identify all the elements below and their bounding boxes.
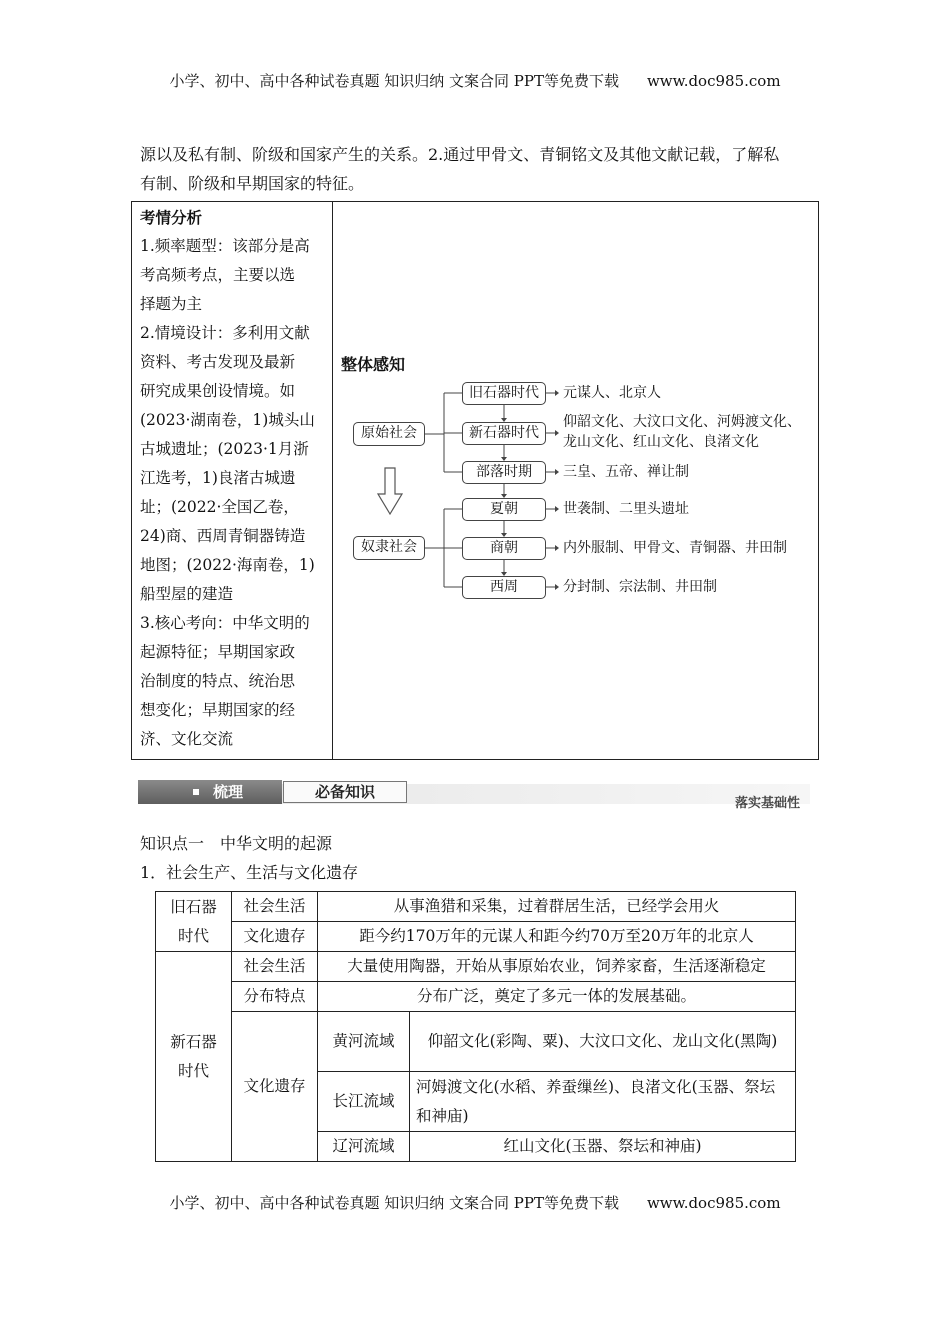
overview-title: 整体感知 [341, 355, 406, 374]
exam-line: 择题为主 [140, 295, 203, 313]
exam-line: 船型屋的建造 [140, 585, 234, 603]
region-value: 河姆渡文化(水稻、养蚕缫丝)、良渚文化(玉器、祭坛和神庙) [410, 1072, 796, 1132]
row-label: 社会生活 [232, 892, 318, 922]
exam-line: 古城遗址；(2023·1月浙 [140, 440, 309, 458]
stage-node: 旧石器时代 [462, 382, 546, 405]
exam-line: 起源特征；早期国家政 [140, 643, 296, 661]
knowledge-table [155, 891, 796, 1162]
footer-text: 小学、初中、高中各种试卷真题 知识归纳 文案合同 PPT等免费下载 [169, 1194, 619, 1212]
banner-tab-knowledge: 必备知识 [283, 781, 407, 803]
row-label: 文化遗存 [232, 922, 318, 952]
row-label: 文化遗存 [232, 1012, 318, 1162]
row-label: 社会生活 [232, 952, 318, 982]
knowledge-sub-title: 1．社会生产、生活与文化遗存 [140, 863, 359, 882]
row-value: 距今约170万年的元谋人和距今约70万至20万年的北京人 [318, 922, 796, 952]
exam-line: 3.核心考向：中华文明的 [140, 614, 310, 632]
exam-line: 地图；(2022·海南卷，1) [140, 556, 315, 574]
exam-line: 想变化；早期国家的经 [140, 701, 296, 719]
region-label: 黄河流域 [318, 1012, 410, 1072]
stage-node: 部落时期 [462, 461, 546, 484]
exam-line: 1.频率题型：该部分是高 [140, 237, 310, 255]
stage-desc: 龙山文化、红山文化、良渚文化 [563, 434, 759, 450]
intro-line-2: 有制、阶级和早期国家的特征。 [140, 174, 365, 193]
banner-right-text: 落实基础性 [734, 796, 800, 811]
slave-society-node: 奴隶社会 [353, 536, 425, 560]
banner-tab-review-label: 梳理 [213, 783, 244, 801]
era-neolithic: 新石器时代 [156, 952, 232, 1162]
banner-tab-review [138, 780, 282, 804]
stage-node: 商朝 [462, 537, 546, 560]
region-label: 长江流域 [318, 1072, 410, 1132]
header-site-link[interactable]: www.doc985.com [646, 72, 781, 90]
header-text: 小学、初中、高中各种试卷真题 知识归纳 文案合同 PPT等免费下载 [169, 72, 619, 90]
row-value: 大量使用陶器，开始从事原始农业，饲养家畜，生活逐渐稳定 [318, 952, 796, 982]
exam-line: 研究成果创设情境。如 [140, 382, 296, 400]
stage-node: 新石器时代 [462, 422, 546, 445]
stage-node: 西周 [462, 576, 546, 599]
region-label: 辽河流域 [318, 1132, 410, 1162]
stage-desc: 世袭制、二里头遗址 [563, 501, 689, 517]
stage-desc: 仰韶文化、大汶口文化、河姆渡文化、 [563, 414, 801, 430]
exam-line: 资料、考古发现及最新 [140, 353, 296, 371]
stage-desc: 元谋人、北京人 [563, 385, 661, 401]
exam-line: 2.情境设计：多利用文献 [140, 324, 310, 342]
stage-desc: 分封制、宗法制、井田制 [563, 579, 717, 595]
region-value: 红山文化(玉器、祭坛和神庙) [410, 1132, 796, 1162]
intro-line-1: 源以及私有制、阶级和国家产生的关系。2.通过甲骨文、青铜铭文及其他文献记载，了解私 [140, 145, 780, 164]
knowledge-point-title: 知识点一 中华文明的起源 [140, 834, 333, 853]
stage-node: 夏朝 [462, 498, 546, 521]
exam-line: 24)商、西周青铜器铸造 [140, 527, 306, 545]
exam-line: 济、文化交流 [140, 730, 234, 748]
primitive-society-node: 原始社会 [353, 422, 425, 446]
exam-line: 考高频考点，主要以选 [140, 266, 296, 284]
row-value: 分布广泛，奠定了多元一体的发展基础。 [318, 982, 796, 1012]
region-value: 仰韶文化(彩陶、粟)、大汶口文化、龙山文化(黑陶) [410, 1012, 796, 1072]
exam-line: (2023·湖南卷，1)城头山 [140, 411, 315, 429]
exam-line: 治制度的特点、统治思 [140, 672, 296, 690]
exam-line: 江选考，1)良渚古城遗 [140, 469, 296, 487]
page-footer [0, 1192, 950, 1213]
exam-line: 址；(2022·全国乙卷， [140, 498, 299, 516]
era-paleolithic: 旧石器时代 [156, 892, 232, 952]
row-label: 分布特点 [232, 982, 318, 1012]
section-banner [138, 780, 810, 811]
exam-analysis-title: 考情分析 [140, 208, 203, 227]
stage-desc: 三皇、五帝、禅让制 [563, 464, 689, 480]
row-value: 从事渔猎和采集，过着群居生活，已经学会用火 [318, 892, 796, 922]
footer-site-link[interactable]: www.doc985.com [646, 1194, 781, 1212]
stage-desc: 内外服制、甲骨文、青铜器、井田制 [563, 540, 787, 556]
